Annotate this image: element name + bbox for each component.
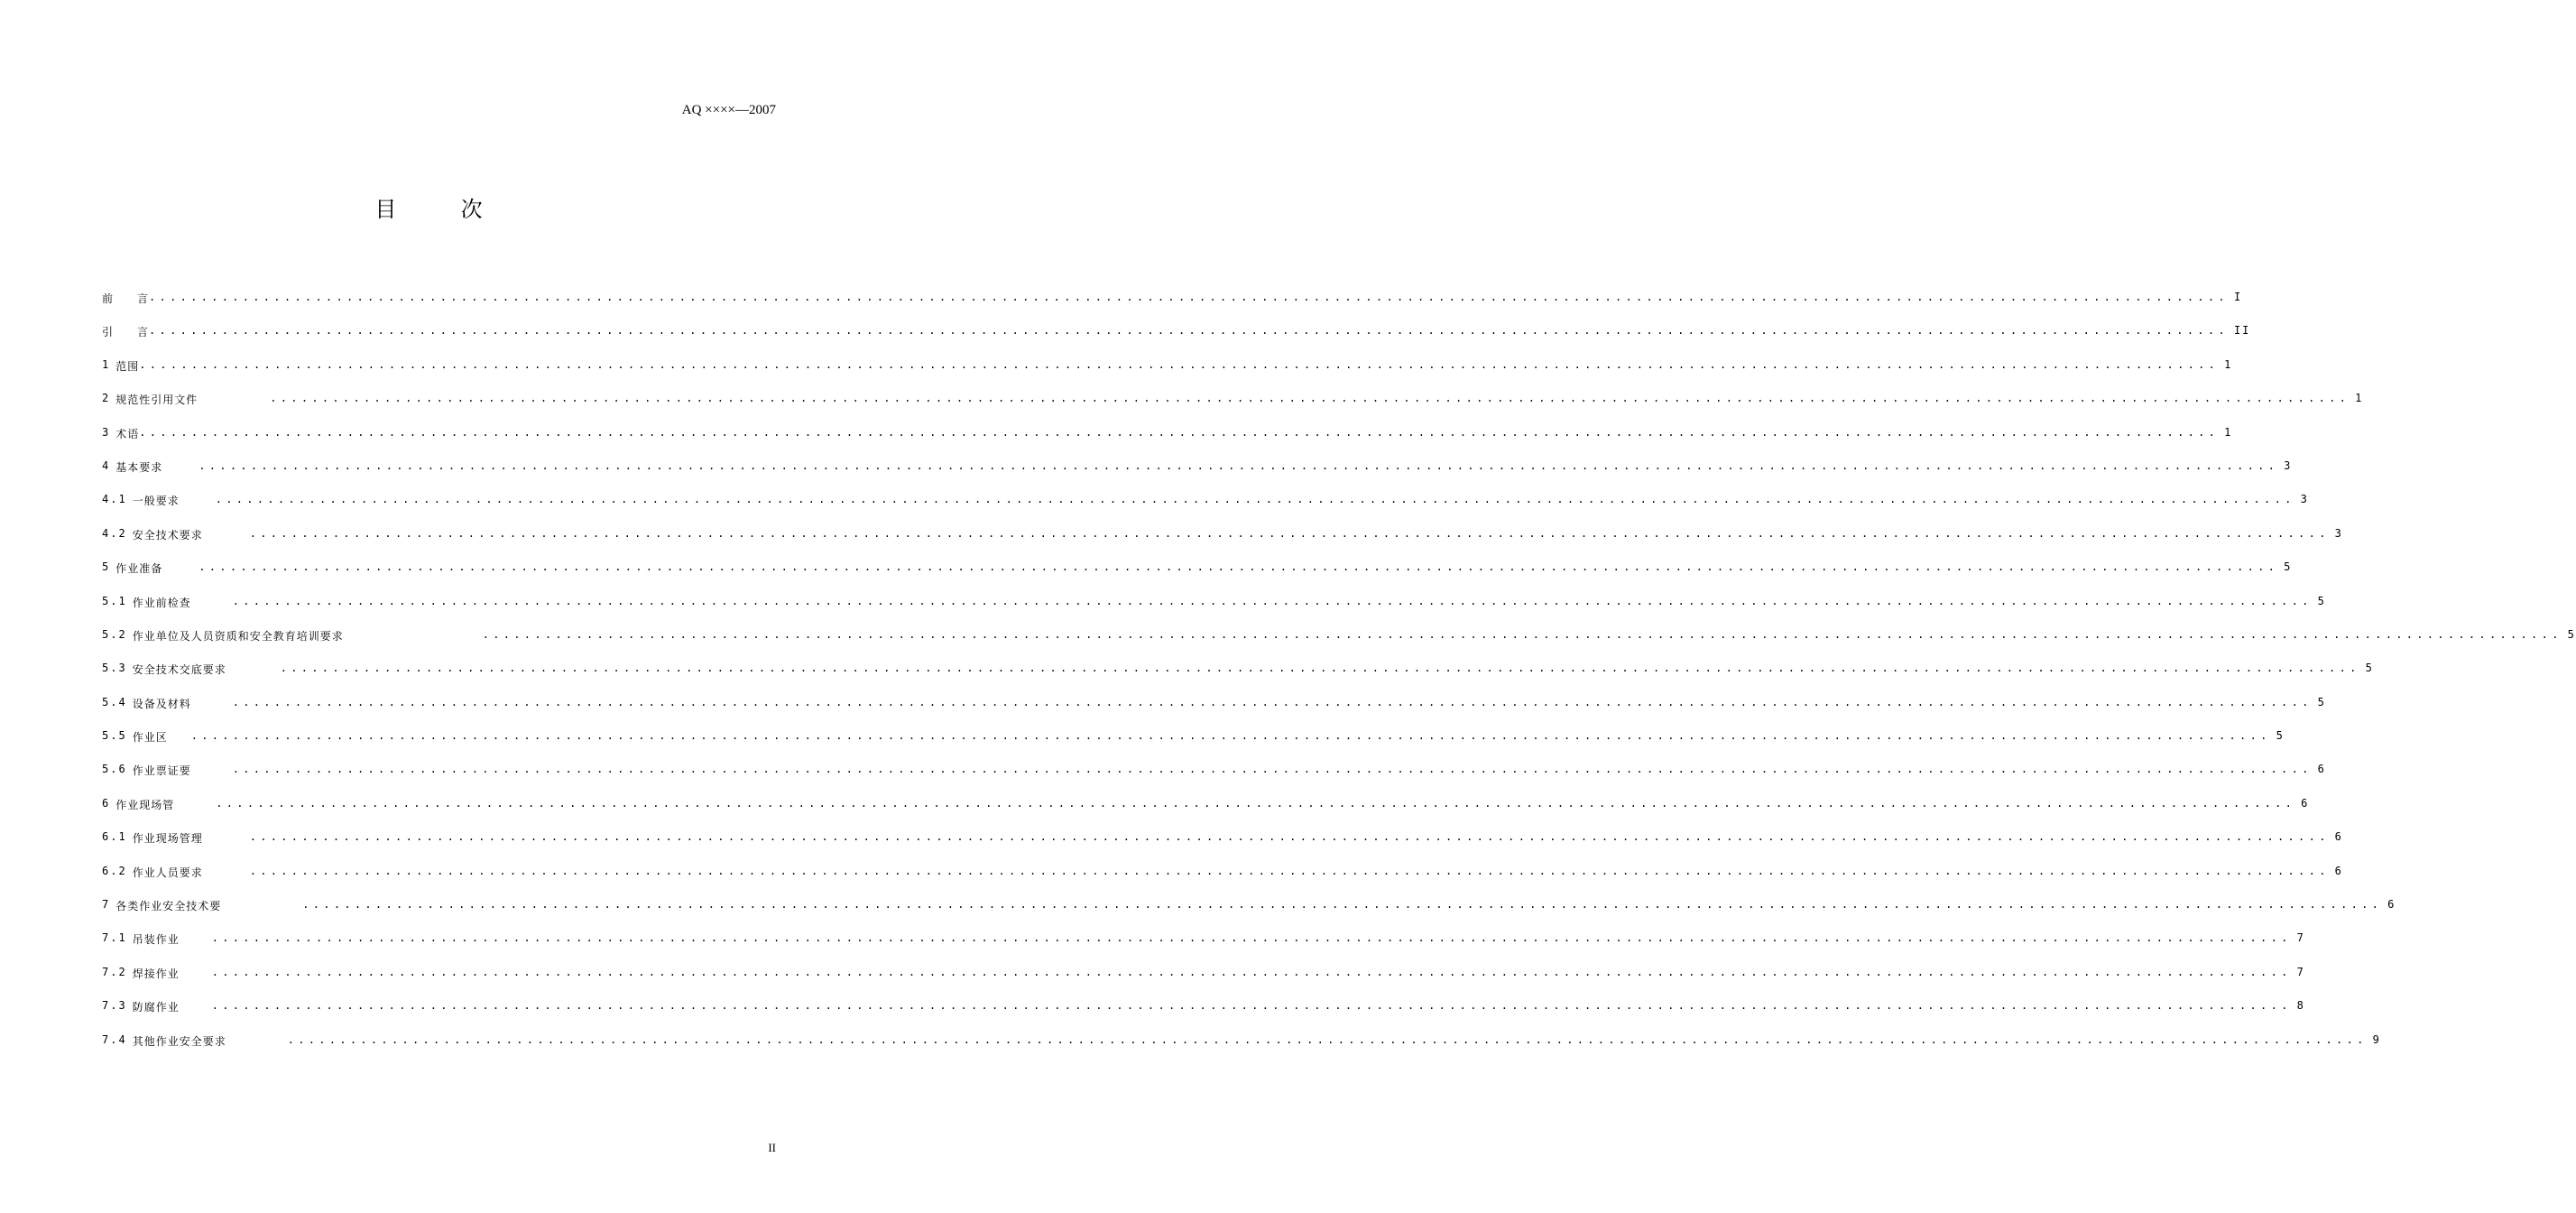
toc-entry-page: 6 xyxy=(2387,898,2396,912)
toc-entry-page: I xyxy=(2233,291,2243,303)
toc-entry-label: 吊装作业 xyxy=(132,933,180,947)
toc-leader-dots: ........................................................................................................................................................................................................ xyxy=(211,931,2292,945)
toc-entry[interactable] xyxy=(102,695,2326,729)
toc-entry-page: 5 xyxy=(2276,729,2285,743)
toc-entry[interactable] xyxy=(102,594,2326,628)
toc-entry[interactable] xyxy=(102,796,2310,830)
toc-leader-dots: ........................................................................................................................................................................................................ xyxy=(270,392,2350,405)
toc-entry-page: 5 xyxy=(2365,662,2374,675)
toc-entry-label: 作业区 xyxy=(132,731,168,745)
toc-entry-label: 作业前检查 xyxy=(132,596,191,609)
toc-entry[interactable] xyxy=(102,999,2305,1032)
toc-entry-label: 作业现场管 xyxy=(115,798,175,811)
toc-leader-dots: ........................................................................................................................................................................................................ xyxy=(211,999,2292,1013)
toc-leader-dots: ........................................................................................................................................................................................................ xyxy=(149,324,2229,338)
toc-entry-label: 防腐作业 xyxy=(132,1001,180,1014)
toc-entry-label: 术语 xyxy=(115,427,140,440)
toc-entry-number: 6.1 xyxy=(102,830,127,844)
toc-entry[interactable] xyxy=(102,931,2305,965)
toc-entry-label: 规范性引用文件 xyxy=(115,394,199,407)
toc-leader-dots: ........................................................................................................................................................................................................ xyxy=(232,695,2313,708)
document-code: AQ ××××—2007 xyxy=(681,103,776,117)
toc-entry-label: 范围 xyxy=(115,359,140,373)
toc-entry[interactable] xyxy=(102,493,2309,526)
toc-entry-number: 4.1 xyxy=(102,493,127,506)
toc-entry-number: 7.4 xyxy=(102,1032,127,1046)
toc-entry-page: 1 xyxy=(2224,425,2233,439)
toc-entry-label: 各类作业安全技术要 xyxy=(115,900,222,913)
toc-entry-label: 前 言 xyxy=(102,292,150,305)
toc-entry-number: 6 xyxy=(102,796,111,810)
toc-entry-number: 7 xyxy=(102,898,111,912)
toc-entry-page: 7 xyxy=(2296,965,2305,978)
toc-entry-label: 安全技术要求 xyxy=(132,528,203,542)
toc-entry[interactable] xyxy=(102,291,2243,324)
toc-entry-label: 一般要求 xyxy=(132,495,180,508)
title-char-2: 次 xyxy=(460,197,483,222)
toc-entry-number: 4.2 xyxy=(102,526,127,540)
toc-entry[interactable] xyxy=(102,425,2233,459)
toc-entry-number: 5.3 xyxy=(102,662,127,675)
toc-entry-label: 作业票证要 xyxy=(132,764,191,778)
toc-leader-dots: ........................................................................................................................................................................................................ xyxy=(249,830,2330,844)
toc-entry-number: 5.1 xyxy=(102,594,127,607)
toc-entry[interactable] xyxy=(102,324,2251,357)
toc-leader-dots: ........................................................................................................................................................................................................ xyxy=(211,965,2292,978)
toc-leader-dots: ........................................................................................................................................................................................................ xyxy=(482,627,2562,641)
toc-leader-dots: ........................................................................................................................................................................................................ xyxy=(216,796,2296,810)
toc-entry-number: 2 xyxy=(102,392,111,405)
toc-entry-page: 8 xyxy=(2296,999,2305,1013)
toc-entry-number: 6.2 xyxy=(102,864,127,877)
toc-leader-dots: ........................................................................................................................................................................................................ xyxy=(280,662,2360,675)
toc-entry-page: 6 xyxy=(2301,796,2310,810)
page-number: II xyxy=(768,1141,776,1154)
toc-entry-page: 1 xyxy=(2224,357,2233,371)
toc-entry-label: 安全技术交底要求 xyxy=(132,663,226,677)
toc-leader-dots: ........................................................................................................................................................................................................ xyxy=(139,357,2220,371)
toc-entry-page: 3 xyxy=(2300,493,2309,506)
toc-entry-page: 7 xyxy=(2296,931,2305,945)
toc-entry-page: 5 xyxy=(2317,594,2326,607)
toc-entry[interactable] xyxy=(102,1032,2381,1067)
toc-entry-number: 7.1 xyxy=(102,931,127,945)
toc-entry[interactable] xyxy=(102,965,2305,999)
toc-entry-label: 基本要求 xyxy=(115,460,163,474)
toc-leader-dots: ........................................................................................................................................................................................................ xyxy=(199,458,2279,472)
toc-entry-label: 设备及材料 xyxy=(132,697,191,710)
toc-entry-page: 6 xyxy=(2334,830,2343,844)
toc-entry-page: 3 xyxy=(2284,458,2293,472)
toc-entry[interactable] xyxy=(102,830,2343,864)
toc-leader-dots: ........................................................................................................................................................................................................ xyxy=(139,425,2220,439)
toc-entry[interactable] xyxy=(102,729,2285,763)
toc-leader-dots: ........................................................................................................................................................................................................ xyxy=(232,594,2313,607)
toc-entry-page: 5 xyxy=(2567,627,2576,641)
toc-entry-page: 6 xyxy=(2334,864,2343,877)
toc-entry[interactable] xyxy=(102,763,2326,796)
toc-entry-page: II xyxy=(2233,324,2251,338)
toc-entry-page: 9 xyxy=(2372,1032,2381,1046)
toc-entry-label: 作业准备 xyxy=(115,562,163,576)
toc-leader-dots: ........................................................................................................................................................................................................ xyxy=(149,291,2229,303)
toc-entry[interactable] xyxy=(102,357,2233,392)
toc-entry-number: 5.4 xyxy=(102,695,127,708)
toc-leader-dots: ........................................................................................................................................................................................................ xyxy=(190,729,2271,743)
toc-entry-page: 5 xyxy=(2317,695,2326,708)
toc-entry-number: 5.2 xyxy=(102,627,127,641)
toc-entry-page: 6 xyxy=(2317,763,2326,776)
toc-entry-page: 5 xyxy=(2284,560,2293,574)
page-title xyxy=(0,191,857,223)
toc-entry-number: 5.6 xyxy=(102,763,127,776)
toc-entry-label: 作业人员要求 xyxy=(132,866,203,879)
toc-entry-label: 其他作业安全要求 xyxy=(132,1034,226,1048)
toc-entry-label: 引 言 xyxy=(102,326,150,339)
toc-entry[interactable] xyxy=(102,560,2293,594)
toc-entry-number: 7.3 xyxy=(102,999,127,1013)
title-char-1: 目 xyxy=(374,197,397,222)
toc-leader-dots: ........................................................................................................................................................................................................ xyxy=(287,1032,2368,1046)
toc-entry-number: 5.5 xyxy=(102,729,127,743)
toc-entry-number: 4 xyxy=(102,458,111,472)
toc-leader-dots: ........................................................................................................................................................................................................ xyxy=(215,493,2295,506)
toc-leader-dots: ........................................................................................................................................................................................................ xyxy=(249,526,2330,540)
toc-entry[interactable] xyxy=(102,898,2396,931)
toc-leader-dots: ........................................................................................................................................................................................................ xyxy=(249,864,2330,877)
table-of-contents xyxy=(102,291,2576,1067)
toc-entry-label: 作业单位及人员资质和安全教育培训要求 xyxy=(132,629,344,643)
toc-entry-number: 7.2 xyxy=(102,965,127,978)
toc-leader-dots: ........................................................................................................................................................................................................ xyxy=(302,898,2383,912)
toc-entry[interactable] xyxy=(102,392,2364,425)
toc-entry-page: 1 xyxy=(2355,392,2364,405)
toc-leader-dots: ........................................................................................................................................................................................................ xyxy=(199,560,2279,574)
toc-entry[interactable] xyxy=(102,864,2343,898)
toc-entry[interactable] xyxy=(102,458,2293,493)
toc-entry-label: 焊接作业 xyxy=(132,967,180,980)
toc-entry[interactable] xyxy=(102,662,2374,695)
toc-entry[interactable] xyxy=(102,627,2576,662)
toc-entry-number: 1 xyxy=(102,357,111,371)
toc-entry-label: 作业现场管理 xyxy=(132,832,203,846)
toc-entry-page: 3 xyxy=(2334,526,2343,540)
toc-entry-number: 3 xyxy=(102,425,111,439)
toc-entry-number: 5 xyxy=(102,560,111,574)
toc-entry[interactable] xyxy=(102,526,2343,560)
toc-leader-dots: ........................................................................................................................................................................................................ xyxy=(232,763,2313,776)
